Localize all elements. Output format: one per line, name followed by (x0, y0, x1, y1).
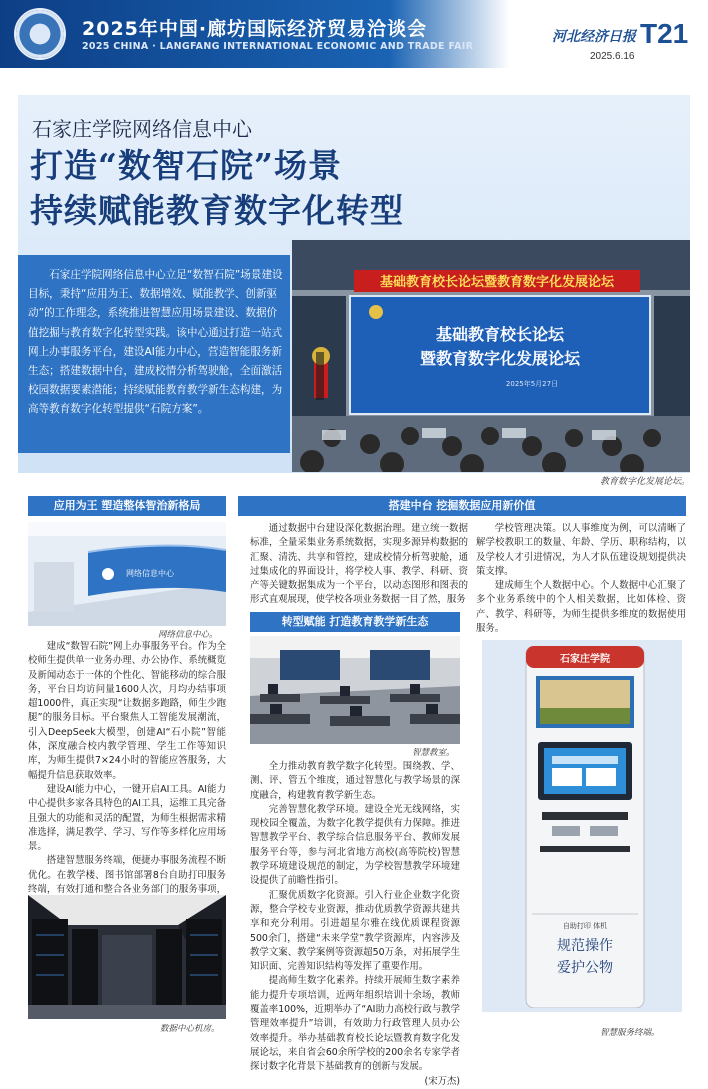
network-center-photo (28, 522, 226, 626)
network-center-caption: 网络信息中心。 (158, 630, 218, 640)
left-paragraph-3: 搭建智慧服务终端，便捷办事服务流程不断优化。在教学楼、图书馆部署8台自助打印服务终端，有效打通和整合各业务部门的服务事项， (28, 855, 226, 896)
forum-screen-line2: 暨教育数字化发展论坛 (419, 349, 581, 368)
kiosk-slogan-1: 规范操作 (557, 938, 613, 954)
author-signature: (宋万杰) (424, 1075, 460, 1087)
forum-screen-date: 2025年5月27日 (505, 380, 559, 388)
mid-column-text-bottom (250, 760, 460, 1089)
mid-column-text-top (250, 522, 468, 608)
fair-emblem-icon (14, 8, 66, 60)
mid-paragraph-2: 全力推动教育教学数字化转型。围绕教、学、测、评、管五个维度，通过智慧化与教学场景的深度融合，构建教育教学新生态。 (250, 761, 460, 801)
right-column-text-top (476, 522, 686, 636)
headline-line-2: 持续赋能教育数字化转型 (30, 191, 404, 230)
left-column-text (28, 640, 226, 926)
left-paragraph-2: 建设AI能力中心，一键开启AI工具。AI能力中心提供多家各具特色的AI工具，运维工具完备且强大的功能和灵活的配置，为师生根据需求精准选择，满足教学、学习、写作等多样化应用场景。 (28, 783, 226, 853)
kiosk-photo (522, 646, 648, 1008)
smart-classroom-caption: 智慧教室。 (412, 748, 455, 758)
mid-paragraph-5: 提高师生数字化素养。持续开展师生数字素养能力提升专项培训，近两年组织培训十余场，教师覆盖率100%，近期举办了“AI助力高校行政与教学管理效率提升”培训，有效助力行政管理人员办公效率提升。举办基础教育校长论坛暨教育数字化发展论坛，来自省会60余所学校的200余名专家学者探讨数字化背景下基础教育的创新与发展。 (250, 975, 460, 1073)
network-center-sign: 网络信息中心 (126, 569, 174, 578)
data-center-caption: 数据中心机房。 (160, 1024, 220, 1034)
right-paragraph-2: 建成师生个人数据中心。个人数据中心汇聚了多个业务系统中的个人相关数据，比如体检、资产、教学、科研等，为师生提供多维度的数据使用服务。 (476, 580, 686, 635)
kiosk-slogan-2: 爱护公物 (557, 960, 613, 976)
kiosk-caption: 智慧服务终端。 (600, 1028, 660, 1038)
issue-date: 2025.6.16 (590, 51, 635, 62)
fair-title: 2025年中国·廊坊国际经济贸易洽谈会 (82, 18, 428, 40)
mid-paragraph-4: 汇聚优质数字化资源。引入行业企业数字化资源，整合学校专业资源，推动优质教学资源共建共享和充分利用。引进超星尔雅在线优质课程资源500余门，搭建“未来学堂”教学资源库，内容涉及教学文案、教学案例等资源超50万条，对拓展学生知识面、完善知识结构等发挥了重要作用。 (250, 889, 460, 973)
section-head-data-platform: 搭建中台 挖掘数据应用新价值 (238, 496, 686, 516)
forum-screen-line1: 基础教育校长论坛 (435, 325, 565, 344)
forum-photo (292, 240, 690, 472)
kiosk-label: 自助打印 体机 (562, 922, 608, 930)
section-head-apps: 应用为王 塑造整体智治新格局 (28, 496, 226, 516)
forum-banner-text: 基础教育校长论坛暨教育数字化发展论坛 (379, 275, 615, 290)
page-number: T21 (640, 18, 689, 49)
right-paragraph-1: 学校管理决策。以人事维度为例，可以清晰了解学校教职工的数量、年龄、学历、职称结构，以及学校人才引进情况，为人才队伍建设规划提供决策支撑。 (476, 523, 686, 577)
mid-paragraph-1: 通过数据中台建设深化数据治理。建立统一数据标准，全量采集业务系统数据，实现多源异构数据的汇聚、清洗、共享和管控，建成校情分析驾驶舱，通过集成化的界面设计，将学校人事、教学、科研、资产等关键数据集成为一个平台，以动态图形和图表的形式直观展现，使学校各项业务数据一目了然，服务 (250, 523, 468, 606)
lead-paragraph: 石家庄学院网络信息中心立足“数智石院”场景建设目标，秉持“应用为王、数据增效、赋能教学、创新驱动”的工作理念，系统推进智慧应用场景建设、数据价值挖掘与教育数字化转型实践。该中心通过打造一站式网上办事服务平台，建设AI能力中心，营造智能服务新生态；搭建数据中台，建成校情分析驾驶舱，全面激活校园数据要素潜能；持续赋能教育教学新生态构建，为高等教育数字化转型提供“石院方案”。 (28, 269, 283, 416)
headline-line-1: 打造“数智石院”场景 (30, 146, 342, 185)
section-head-transformation: 转型赋能 打造教育教学新生态 (250, 612, 460, 632)
kiosk-brand: 石家庄学院 (560, 654, 610, 665)
article-kicker: 石家庄学院网络信息中心 (32, 117, 252, 141)
mid-paragraph-3: 完善智慧化教学环境。建设全光无线网络，实现校园全覆盖，为数字化教学提供有力保障。推进智慧教学平台、教学综合信息服务平台、教师发展服务平台等，参与河北省地方高校(高等院校)智慧教学环境建设规范的制定，为学校智慧教学环境建设提供了前瞻性指引。 (250, 803, 460, 887)
fair-title-english: 2025 CHINA · LANGFANG INTERNATIONAL ECONOMIC AND TRADE FAIR (82, 41, 474, 52)
newspaper-name: 河北经济日报 (552, 29, 636, 45)
smart-classroom-photo (250, 636, 460, 744)
left-paragraph-1: 建成“数智石院”网上办事服务平台。作为全校师生提供单一业务办理、办公协作、系统概览及新闻动态于一体的个性化、智能移动的综合服务，平台日均访问量1600人次，月均办结事项超1000件，真正实现“让数据多跑路，师生少跑腿”的服务目标。平台聚焦人工智能发展潮流，引入DeepSeek大模型，创建AI“石小院”智能体，深度融合校内教学管理、学生工作等知识库，为师生提供7×24小时的智能应答服务，大幅提升信息获取效率。 (28, 641, 226, 781)
forum-photo-caption: 教育数字化发展论坛。 (600, 477, 691, 487)
data-center-photo (28, 895, 226, 1019)
